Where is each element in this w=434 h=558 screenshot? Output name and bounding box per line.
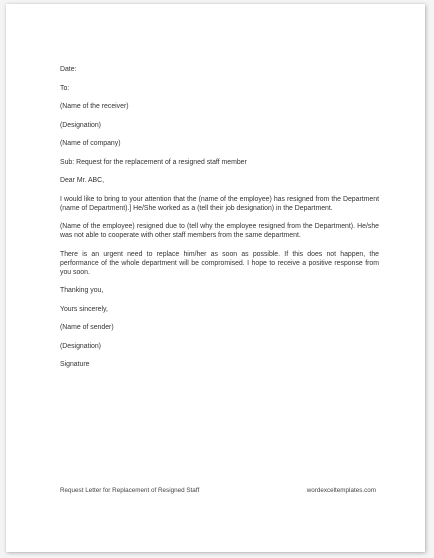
footer-title: Request Letter for Replacement of Resigned Staff bbox=[60, 487, 200, 494]
footer-site: wordexceltemplates.com bbox=[306, 487, 376, 494]
receiver-designation: (Designation) bbox=[60, 121, 101, 129]
document-page bbox=[6, 4, 425, 552]
page-footer bbox=[60, 486, 376, 495]
sender-designation: (Designation) bbox=[60, 342, 101, 350]
subject-line: Sub: Request for the replacement of a resigned staff member bbox=[60, 158, 247, 166]
paragraph-2: (Name of the employee) resigned due to (tell why the employee resigned from the Department). He/she was not able to cooperate with other staff members from the same department. bbox=[60, 223, 379, 239]
receiver-name: (Name of the receiver) bbox=[60, 103, 129, 110]
signature-line: Signature bbox=[60, 361, 90, 368]
thanks-line: Thanking you, bbox=[60, 287, 104, 294]
date-line: Date: bbox=[60, 66, 77, 73]
company-name: (Name of company) bbox=[60, 140, 121, 147]
salutation: Dear Mr. ABC, bbox=[60, 177, 105, 184]
letter-body bbox=[60, 65, 379, 369]
paragraph-3: There is an urgent need to replace him/her as soon as possible. If this does not happen, the performance of the whole department will be compromised. I hope to receive a positive response from you soon. bbox=[60, 250, 379, 276]
closing-line: Yours sincerely, bbox=[60, 305, 108, 313]
paragraph-1: I would like to bring to your attention that the (name of the employee) has resigned from the Department (name of Department).] He/She worked as a (tell their job designation) in the Department. bbox=[60, 195, 379, 212]
to-line: To: bbox=[60, 84, 70, 92]
sender-name: (Name of sender) bbox=[60, 324, 114, 331]
